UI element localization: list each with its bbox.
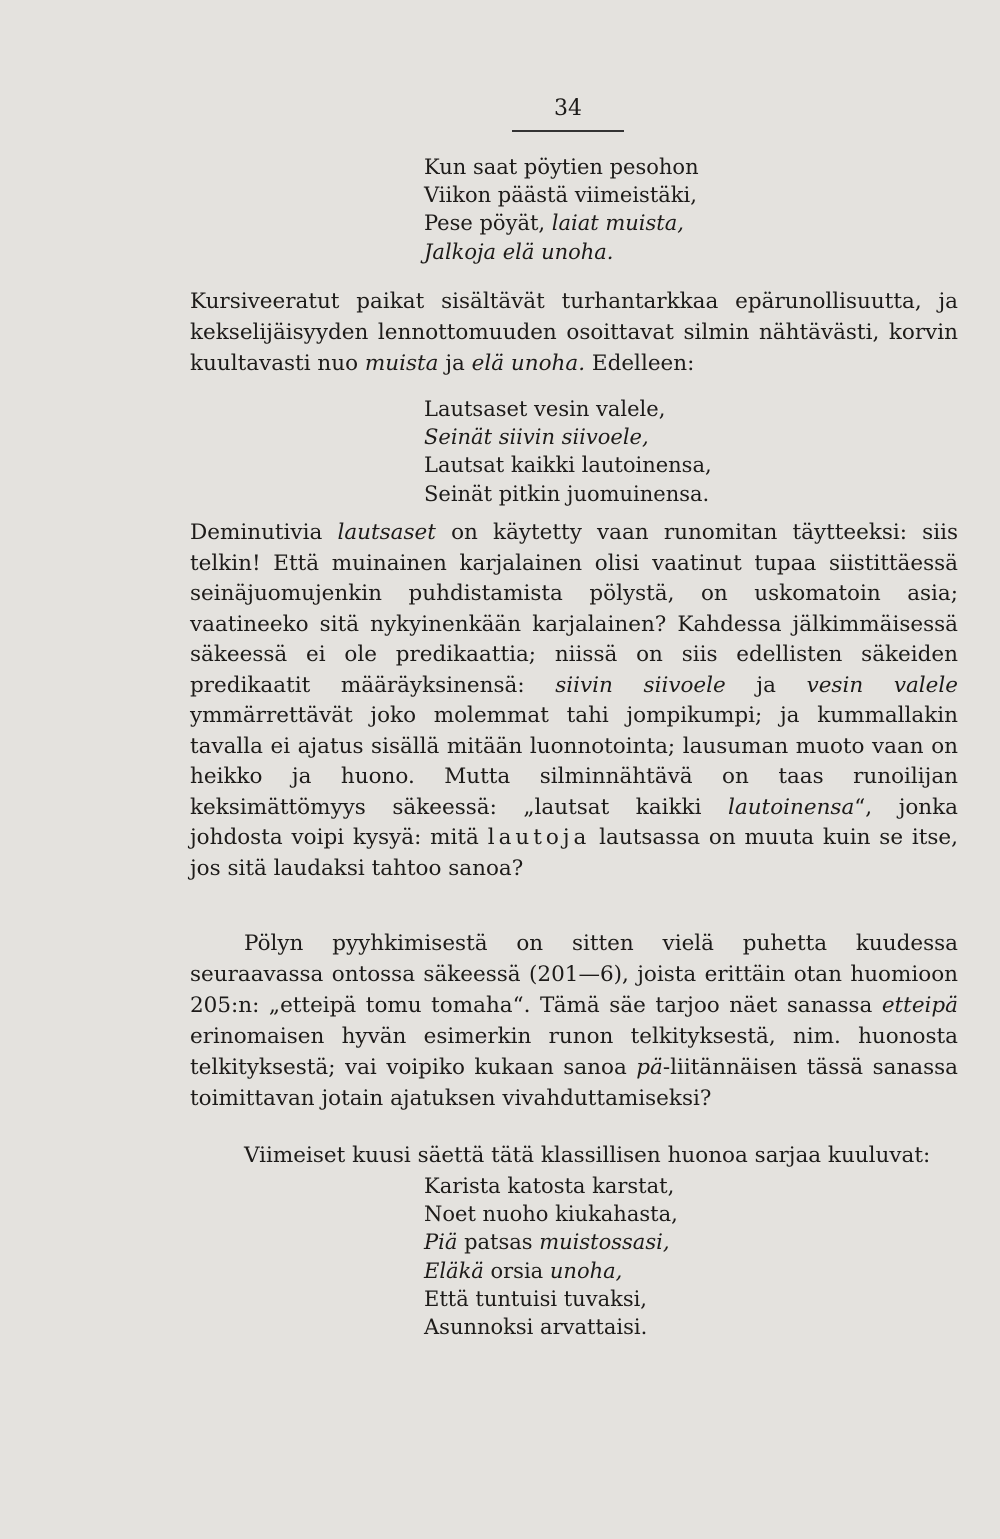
paragraph-text: on käytetty vaan runomitan täytteeksi: siis telkin! Että muinainen karjalainen olisi vaatinut tupaa siistittäessä seinäjuomujenkin puhdistamista pölystä, on uskomatoin asia; vaatineeko sitä nykyinenkään karjalainen? Kahdessa jälkimmäisessä säkeessä ei ole predikaattia; niissä on siis edellisten säkeiden predikaatit määräyksinensä: — [190, 520, 958, 698]
italic-text: elä unoha. — [471, 351, 586, 376]
paragraph-1 — [190, 286, 958, 379]
italic-text: muistossasi, — [539, 1230, 670, 1255]
paragraph-text: lautsassa on muuta kuin se itse, jos sitä laudaksi tahtoo sanoa? — [190, 825, 958, 881]
header-rule — [512, 130, 624, 132]
italic-text: siivin siivoele — [555, 672, 726, 698]
verse-block-1 — [424, 153, 699, 266]
italic-text: pä — [636, 1055, 663, 1080]
spaced-text: lautoja — [487, 825, 591, 850]
paragraph-4 — [190, 1140, 958, 1171]
paragraph-text: -liitännäisen tässä sanassa toimittavan jotain ajatuksen vivahduttamiseksi? — [190, 1055, 958, 1111]
paragraph-text: Pölyn pyyhkimisestä on sitten vielä puhetta kuudessa seuraavassa ontossa säkeessä (201—6), joista erittäin otan huomioon 205:n: „etteipä tomu tomaha“. Tämä säe tarjoo näet sanassa — [190, 931, 958, 1018]
verse-block-3 — [424, 1172, 678, 1341]
verse-line: Lautsat kaikki lautoinensa, — [424, 453, 712, 478]
paragraph-text: ja — [438, 351, 472, 376]
paragraph-2 — [190, 518, 958, 884]
verse-line — [424, 1257, 678, 1285]
verse-line: Seinät pitkin juomuinensa. — [424, 481, 710, 506]
verse-line: Että tuntuisi tuvaksi, — [424, 1286, 647, 1311]
verse-line: Karista katosta karstat, — [424, 1174, 675, 1198]
verse-text: orsia — [490, 1258, 544, 1283]
paragraph-text: Viimeiset kuusi säettä tätä klassillisen huonoa sarjaa kuuluvat: — [244, 1143, 931, 1168]
italic-text: Eläkä — [424, 1258, 484, 1283]
paragraph-3 — [190, 928, 958, 1114]
verse-text: patsas — [464, 1230, 533, 1255]
verse-line — [424, 1228, 678, 1256]
paragraph-text: ja — [725, 672, 807, 698]
italic-text: lautoinensa — [728, 794, 855, 820]
paragraph-text: Deminutivia — [190, 520, 338, 545]
verse-text: Pese pöyät, — [424, 211, 546, 236]
italic-text: laiat muista, — [551, 211, 684, 236]
paragraph-text: erinomaisen hyvän esimerkin runon telkityksestä, nim. huonosta telkityksestä; vai voipiko kukaan sanoa — [190, 1024, 958, 1080]
italic-text: vesin valele — [806, 672, 959, 698]
verse-line: Lautsaset vesin valele, — [424, 397, 666, 421]
paragraph-text: ymmärrettävät joko molemmat tahi jompikumpi; ja kummallakin tavalla ei ajatus sisällä mitään luonnotointa; lausuman muoto vaan on heikko ja huono. Mutta silminnähtävä on taas runoilijan keksimättömyys säkeessä: „lautsat kaikki — [190, 703, 958, 820]
verse-line: Jalkoja elä unoha. — [424, 239, 614, 264]
page-number: 34 — [554, 96, 582, 121]
verse-line: Viikon päästä viimeistäki, — [424, 183, 697, 208]
paragraph-text: Edelleen: — [585, 351, 695, 376]
verse-block-2 — [424, 395, 712, 508]
italic-text: unoha, — [549, 1258, 623, 1283]
verse-line: Asunnoksi arvattaisi. — [424, 1315, 648, 1340]
paragraph-text: “, jonka johdosta voipi kysyä: mitä — [190, 794, 958, 850]
verse-line: Noet nuoho kiukahasta, — [424, 1202, 678, 1227]
verse-line: Seinät siivin siivoele, — [424, 425, 649, 450]
italic-text: lautsaset — [337, 520, 436, 545]
verse-line: Kun saat pöytien pesohon — [424, 155, 699, 179]
italic-text: Piä — [424, 1230, 458, 1255]
italic-text: muista — [364, 351, 439, 376]
italic-text: etteipä — [881, 993, 958, 1018]
verse-line — [424, 209, 699, 237]
paragraph-text: Kursiveeratut paikat sisältävät turhantarkkaa epärunollisuutta, ja kekselijäisyyden lennottomuuden osoittavat silmin nähtävästi, korvin kuultavasti nuo — [190, 289, 958, 376]
